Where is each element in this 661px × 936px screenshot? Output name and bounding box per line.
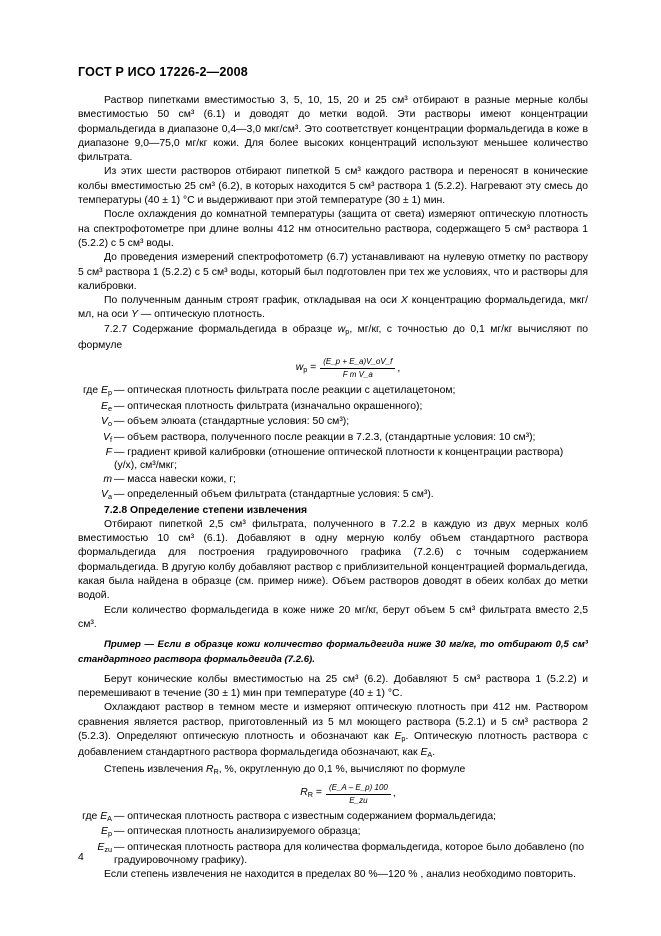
definitions-list-1 [78, 384, 588, 503]
paragraph-7-2-7: 7.2.7 Содержание формальдегида в образце $w_p$, мг/кг, с точностью до 0,1 мг/кг вычисляют по формуле [78, 323, 589, 352]
page-number: 4 [78, 852, 84, 863]
document-header: ГОСТ Р ИСО 17226-2—2008 [78, 65, 248, 79]
paragraph-4: До проведения измерений спектрофотометр (6.7) устанавливают на нулевую отметку по раствору 5 см³ раствора 1 (5.2.2) с 5 см³ воды, который был подготовлен при тех же условиях, что и растворы для калибровки. [78, 252, 588, 292]
paragraph-2: Из этих шести растворов отбирают пипеткой 5 см³ каждого раствора и переносят в конические колбы вместимостью 25 см³ (6.2), в которых находится 5 см³ раствора 1 (5.2.2). Нагревают эту смесь до температуры (40 ± 1) °С и выдерживают при этой температуре (30 ± 1) мин. [78, 166, 588, 207]
section-heading-7-2-8: 7.2.8 Определение степени извлечения [104, 504, 308, 516]
paragraph-6: Отбирают пипеткой 2,5 см³ фильтрата, полученного в 7.2.2 в каждую из двух мерных колб вместимостью 10 см³ (6.1). Добавляют в одну мерную колбу объем стандартного раствора формальдегида для построения градуировочного графика (7.2.6) с точным содержанием формальдегида. В другую колбу добавляют раствор с приблизительной концентрацией формальдегида, какая была найдена в образце (см. пример ниже). Объем растворов доводят в обеих колбах до метки водой. [78, 518, 588, 602]
definition-item: где $E_p$ — оптическая плотность фильтрата после реакции с ацетилацетоном; [82, 385, 456, 398]
paragraph-9: Охлаждают раствор в темном месте и измеряют оптическую плотность при 412 нм. Раствором сравнения является раствор, приготовленный из 5 мл моющего раствора (5.2.1) и 5 см³ раствора 2 (5.2.3). Определяют оптическую плотность и обозначают как $E_p$. Оптическую плотность раствора с добавлением стандартного раствора формальдегида обозначают, как $E_A$. [78, 702, 588, 760]
formula-1-denominator: F m V_a [342, 370, 373, 380]
definition-item: $E_e$ — оптическая плотность фильтрата (изначально окрашенного); [101, 400, 423, 413]
paragraph-8: Берут конические колбы вместимостью на 25 см³ (6.2). Добавляют 5 см³ раствора 1 (5.2.2) и перемешивают в течение (30 ± 1) мин при температуре (40 ± 1) °С. [78, 673, 588, 700]
paragraph-1: Раствор пипетками вместимостью 3, 5, 10, 15, 20 и 25 см³ отбирают в разные мерные колбы вместимостью 50 см³ (6.1) и доводят до метки водой. Эти растворы имеют концентрации формальдегида в диапазоне 0,4—3,0 мкг/см³. Это соответствует концентрации формальдегида в коже в диапазоне 9,0—75,0 мг/кг кожи. Для более высоких концентраций используют меньшее количество фильтрата. [78, 95, 588, 164]
definition-item: $E_p$ — оптическая плотность анализируемого образца; [101, 826, 361, 839]
definition-item: $V_f$ — объем раствора, полученного после реакции в 7.2.3, (стандартные условия: 10 см³); [103, 431, 536, 444]
paragraph-7: Если количество формальдегида в коже ниже 20 мг/кг, берут объем 5 см³ фильтрата вместо 2,5 см³. [78, 604, 588, 630]
paragraph-10: Степень извлечения $R_R$, %, округленную до 0,1 %, вычисляют по формуле [104, 763, 466, 776]
document-body [78, 94, 588, 882]
definition-item: $V_o$ — объем элюата (стандартные условия: 50 см³); [101, 416, 350, 429]
formula-formaldehyde-content: $w_p$ = $\frac{(E\_p + E\_a)V\_oV\_f}{\text{F m V\_a}}$ , [295, 357, 401, 380]
definition-item: где $E_A$ — оптическая плотность раствора с известным содержанием формальдегида; [82, 810, 496, 823]
definition-item: m — масса навески кожи, г; [103, 473, 236, 485]
definition-item: $E_{zu}$ — оптическая плотность раствора для количества формальдегида, которое было добавлено (по градуировочному графику). [97, 841, 585, 867]
formula-2-numerator: (E_A – E_p) 100 [326, 783, 391, 795]
formula-2-denominator: E_zu [349, 795, 368, 805]
definition-item: F — градиент кривой калибровки (отношение оптической плотности к концентрации раствора) (y/x), см³/мкг; [105, 446, 564, 472]
formula-1-numerator: (E_p + E_a)V_oV_f [320, 357, 395, 369]
definition-item: $V_a$ — определенный объем фильтрата (стандартные условия: 5 см³). [101, 489, 434, 502]
definitions-list-2 [78, 810, 588, 868]
paragraph-11: Если степень извлечения не находится в пределах 80 %—120 % , анализ необходимо повторить. [104, 868, 576, 880]
paragraph-5: По полученным данным строят график, откладывая на оси X концентрацию формальдегида, мкг/мл, на оси Y — оптическую плотность. [78, 295, 588, 321]
formula-recovery-rate: $R_R$ = $\frac{(E\_A - E\_p) 100}{E\_zu}$ , [300, 782, 396, 805]
paragraph-3: После охлаждения до комнатной температуры (защита от света) измеряют оптическую плотность на спектрофотометре при длине волны 412 нм относительно раствора, содержащего 5 см³ раствора 1 (5.2.2) с 5 см³ воды. [78, 209, 588, 249]
example-note: Пример — Если в образце кожи количество формальдегида ниже 30 мг/кг, то отбирают 0,5 см³ стандартного раствора формальдегида (7.2.6). [78, 639, 588, 665]
